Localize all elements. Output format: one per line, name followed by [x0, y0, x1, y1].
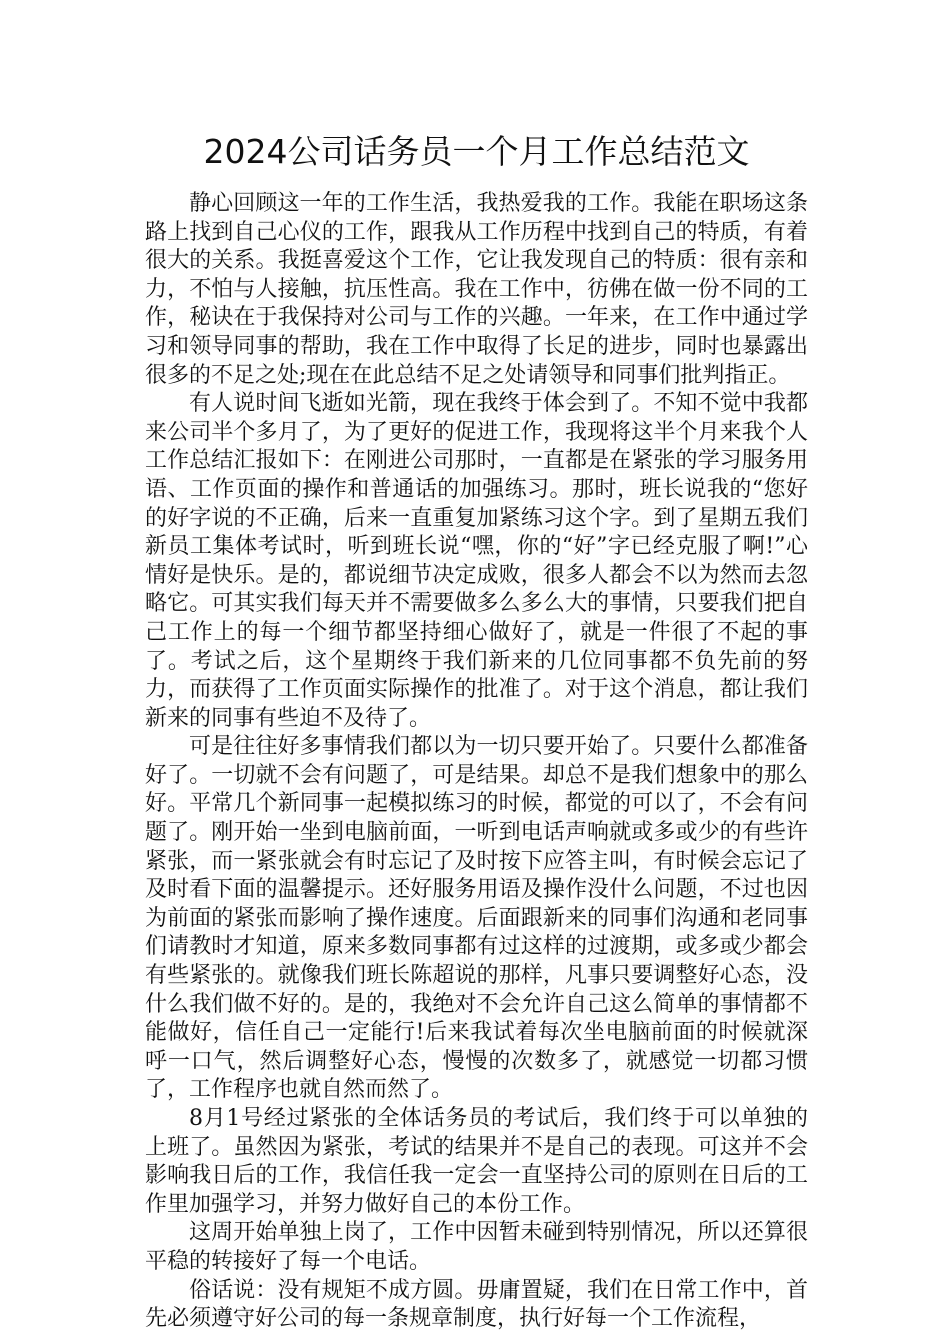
paragraph: 静心回顾这一年的工作生活，我热爱我的工作。我能在职场这条路上找到自己心仪的工作，跟我从工作历程中找到自己的特质，有着很大的关系。我挺喜爱这个工作，它让我发现自己的特质：很有亲和力，不怕与人接触，抗压性高。我在工作中，彷佛在做一份不同的工作，秘诀在于我保持对公司与工作的兴趣。一年来，在工作中通过学习和领导同事的帮助，我在工作中取得了长足的进步，同时也暴露出很多的不足之处;现在在此总结不足之处请领导和同事们批判指正。	[145, 191, 808, 388]
paragraph: 可是往往好多事情我们都以为一切只要开始了。只要什么都准备好了。一切就不会有问题了，可是结果。却总不是我们想象中的那么好。平常几个新同事一起模拟练习的时候，都觉的可以了，不会有问题了。刚开始一坐到电脑前面，一听到电话声响就或多或少的有些许紧张，而一紧张就会有时忘记了及时按下应答主叫，有时候会忘记了及时看下面的温馨提示。还好服务用语及操作没什么问题，不过也因为前面的紧张而影响了操作速度。后面跟新来的同事们沟通和老同事们请教时才知道，原来多数同事都有过这样的过渡期，或多或少都会有些紧张的。就像我们班长陈超说的那样，凡事只要调整好心态，没什么我们做不好的。是的，我绝对不会允许自己这么简单的事情都不能做好，信任自己一定能行!后来我试着每次坐电脑前面的时候就深呼一口气，然后调整好心态，慢慢的次数多了，就感觉一切都习惯了，工作程序也就自然而然了。	[145, 734, 808, 1103]
document-page	[145, 128, 808, 1334]
paragraph: 这周开始单独上岗了，工作中因暂未碰到特别情况，所以还算很平稳的转接好了每一个电话。	[145, 1220, 808, 1274]
paragraph: 有人说时间飞逝如光箭，现在我终于体会到了。不知不觉中我都来公司半个多月了，为了更好的促进工作，我现将这半个月来我个人工作总结汇报如下：在刚进公司那时，一直都是在紧张的学习服务用语、工作页面的操作和普通话的加强练习。那时，班长说我的“您好的好字说的不正确，后来一直重复加紧练习这个字。到了星期五我们新员工集体考试时，听到班长说“嘿，你的“好”字已经克服了啊!”心情好是快乐。是的，都说细节决定成败，很多人都会不以为然而去忽略它。可其实我们每天并不需要做多么多么大的事情，只要我们把自己工作上的每一个细节都坚持细心做好了，就是一件很了不起的事了。考试之后，这个星期终于我们新来的几位同事都不负先前的努力，而获得了工作页面实际操作的批准了。对于这个消息，都让我们新来的同事有些迫不及待了。	[145, 391, 808, 731]
paragraph: 8月1号经过紧张的全体话务员的考试后，我们终于可以单独的上班了。虽然因为紧张，考试的结果并不是自己的表现。可这并不会影响我日后的工作，我信任我一定会一直坚持公司的原则在日后的工作里加强学习，并努力做好自己的本份工作。	[145, 1106, 808, 1217]
paragraph: 俗话说：没有规矩不成方圆。毋庸置疑，我们在日常工作中，首先必须遵守好公司的每一条规章制度，执行好每一个工作流程，	[145, 1277, 808, 1332]
document-title: 2024公司话务员一个月工作总结范文	[203, 132, 750, 171]
